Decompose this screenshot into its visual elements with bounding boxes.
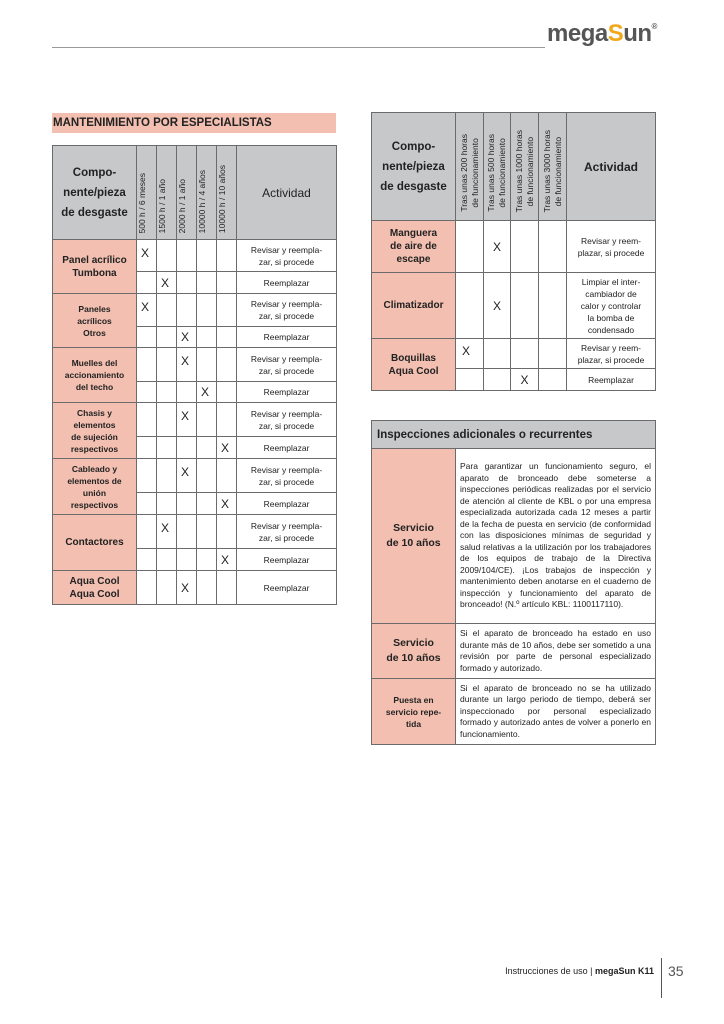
- text-line: de funcionamiento: [552, 136, 563, 206]
- activity-cell: [237, 459, 337, 493]
- interval-label: 500 h / 6 meses: [137, 172, 147, 233]
- text-line: zar, si procede: [258, 256, 315, 267]
- activity-cell: [567, 369, 656, 391]
- interval-cell: [157, 437, 177, 459]
- interval-cell: [484, 339, 511, 369]
- interval-cell: [177, 382, 197, 403]
- interval-header: [511, 113, 539, 221]
- component-cell: [53, 348, 137, 403]
- check-mark: X: [181, 580, 190, 595]
- text-line: Revisar y reem-: [581, 342, 641, 353]
- text-line: elementos de: [67, 475, 122, 486]
- interval-cell: [539, 273, 567, 339]
- text-line: Boquillas: [390, 352, 436, 364]
- interval-cell: [157, 571, 177, 605]
- text-line: Reemplazar: [263, 582, 310, 593]
- interval-cell: [137, 493, 157, 515]
- text-line: Tras unas 3000 horas: [541, 129, 552, 212]
- interval-cell: [197, 437, 217, 459]
- text-line: la bomba de: [587, 312, 635, 323]
- check-mark: X: [221, 496, 230, 511]
- interval-cell: [197, 272, 217, 294]
- text-line: escape: [396, 254, 431, 265]
- inspection-row: [372, 679, 656, 745]
- inspections-title-row: [372, 421, 656, 449]
- page-number: 35: [668, 963, 684, 979]
- interval-cell: [137, 403, 157, 437]
- interval-header: [137, 146, 157, 240]
- interval-cell: [197, 327, 217, 348]
- text-line: Aqua Cool: [69, 575, 120, 587]
- interval-header: [456, 113, 484, 221]
- check-mark: X: [221, 440, 230, 455]
- interval-cell: [177, 403, 197, 437]
- text-line: Servicio: [393, 522, 434, 534]
- text-line: Tras unas 500 horas: [486, 134, 496, 212]
- interval-header: [539, 113, 567, 221]
- interval-cell: [177, 437, 197, 459]
- text-line: cambiador de: [585, 288, 637, 299]
- interval-cell: [217, 382, 237, 403]
- text-line: nente/pieza: [63, 186, 126, 199]
- inspection-label: [372, 679, 456, 745]
- interval-cell: [177, 327, 197, 348]
- interval-cell: [511, 369, 539, 391]
- interval-cell: [157, 549, 177, 571]
- check-mark: X: [141, 300, 150, 314]
- check-mark: X: [181, 409, 190, 423]
- interval-cell: [217, 493, 237, 515]
- check-mark: X: [181, 330, 190, 344]
- text-line: de sujeción: [71, 431, 118, 442]
- text-line: Tras unas 200 horas: [458, 134, 469, 212]
- table-row: [53, 348, 337, 382]
- text-line: Revisar y reem-: [581, 235, 641, 246]
- text-line: Reemplazar: [263, 332, 310, 342]
- interval-header: [197, 146, 217, 240]
- interval-cell: [217, 459, 237, 493]
- interval-cell: [511, 339, 539, 369]
- check-mark: X: [141, 246, 150, 260]
- table-row: [372, 339, 656, 369]
- interval-cell: [484, 369, 511, 391]
- interval-cell: [217, 348, 237, 382]
- interval-cell: [197, 403, 217, 437]
- interval-label: [542, 130, 564, 212]
- interval-header: [177, 146, 197, 240]
- check-mark: X: [181, 465, 190, 479]
- interval-cell: [137, 272, 157, 294]
- interval-cell: [511, 273, 539, 339]
- interval-label: 2000 h / 1 año: [177, 178, 187, 233]
- text-line: Revisar y reempla-: [250, 520, 323, 531]
- text-line: Manguera: [389, 228, 438, 239]
- activity-header: Actividad: [567, 113, 656, 221]
- interval-cell: [137, 571, 157, 605]
- interval-cell: [217, 327, 237, 348]
- table-row: [53, 240, 337, 272]
- text-line: Reemplazar: [263, 277, 310, 288]
- component-cell: [372, 273, 456, 339]
- inspection-text: Si el aparato de bronceado no se ha utilizado durante un largo periodo de tiempo, deberá ser inspeccionado por personal especializado formado y autorizado antes de volver a ponerlo en funcionamiento.: [456, 679, 656, 745]
- activity-cell: [237, 294, 337, 327]
- interval-label: [459, 134, 481, 212]
- activity-cell: [567, 273, 656, 339]
- activity-cell: [237, 571, 337, 605]
- interval-cell: [456, 339, 484, 369]
- interval-cell: [539, 369, 567, 391]
- text-line: accionamiento: [64, 370, 125, 380]
- check-mark: X: [201, 385, 210, 399]
- activity-cell: [237, 549, 337, 571]
- check-mark: X: [221, 552, 230, 567]
- interval-cell: [177, 272, 197, 294]
- text-line: Paneles: [78, 303, 111, 314]
- inspection-row: [372, 449, 656, 624]
- table-row: [53, 294, 337, 327]
- interval-cell: [177, 240, 197, 272]
- interval-cell: [157, 515, 177, 549]
- text-line: Limpiar el inter-: [581, 276, 641, 287]
- component-cell: [372, 221, 456, 273]
- interval-cell: [197, 493, 217, 515]
- check-mark: X: [492, 298, 501, 313]
- text-line: zar, si procede: [258, 420, 315, 431]
- activity-header: Actividad: [237, 146, 337, 240]
- interval-cell: [539, 221, 567, 273]
- interval-cell: [177, 549, 197, 571]
- maintenance-hours-table: [371, 112, 656, 391]
- text-line: Reemplazar: [263, 387, 310, 397]
- inspection-text: Si el aparato de bronceado ha estado en uso durante más de 10 años, debe ser sometido a una revisión por parte de personal especializado formado y autorizado.: [456, 624, 656, 679]
- text-line: Reemplazar: [263, 442, 310, 453]
- text-line: de desgaste: [380, 180, 447, 193]
- header-rule: [52, 47, 545, 48]
- text-line: plazar, si procede: [577, 354, 645, 365]
- interval-cell: [217, 515, 237, 549]
- text-line: Reemplazar: [263, 554, 310, 565]
- component-header: [53, 146, 137, 240]
- text-line: Reemplazar: [263, 498, 310, 509]
- text-line: de aire de: [390, 241, 437, 252]
- header-row: [372, 113, 656, 221]
- interval-cell: [157, 459, 177, 493]
- activity-cell: [237, 348, 337, 382]
- interval-cell: [217, 294, 237, 327]
- text-line: del techo: [75, 382, 114, 392]
- inspections-table: [371, 420, 656, 745]
- interval-cell: [217, 403, 237, 437]
- component-cell: [53, 240, 137, 294]
- interval-cell: [137, 327, 157, 348]
- text-line: servicio repe-: [385, 706, 442, 717]
- text-line: unión: [82, 487, 107, 498]
- interval-cell: [177, 459, 197, 493]
- check-mark: X: [492, 239, 501, 254]
- text-line: Otros: [83, 327, 106, 338]
- check-mark: X: [462, 344, 471, 358]
- text-line: plazar, si procede: [577, 247, 645, 258]
- interval-cell: [217, 437, 237, 459]
- interval-cell: [137, 515, 157, 549]
- header-row: [53, 146, 337, 240]
- text-line: Servicio: [393, 637, 434, 649]
- interval-cell: [157, 327, 177, 348]
- interval-header: [484, 113, 511, 221]
- text-line: Reemplazar: [588, 374, 634, 385]
- interval-cell: [217, 240, 237, 272]
- text-line: Cableado y: [71, 463, 118, 474]
- interval-cell: [137, 437, 157, 459]
- text-line: respectivos: [70, 443, 119, 454]
- interval-cell: [197, 515, 217, 549]
- text-line: Revisar y reempla-: [250, 408, 323, 419]
- interval-cell: [456, 273, 484, 339]
- component-cell: [53, 515, 137, 571]
- interval-cell: [157, 294, 177, 327]
- maintenance-table: [52, 145, 337, 605]
- text-line: Contactores: [65, 537, 124, 548]
- interval-cell: [177, 571, 197, 605]
- interval-cell: [217, 272, 237, 294]
- footer-divider: [661, 958, 662, 998]
- interval-cell: [197, 294, 217, 327]
- interval-cell: [177, 493, 197, 515]
- check-mark: X: [520, 372, 529, 387]
- interval-cell: [217, 571, 237, 605]
- interval-cell: [177, 348, 197, 382]
- component-cell: [53, 459, 137, 515]
- text-line: Compo-: [72, 166, 117, 179]
- interval-cell: [137, 459, 157, 493]
- section-title: MANTENIMIENTO POR ESPECIALISTAS: [52, 113, 336, 133]
- text-line: elementos: [73, 419, 116, 430]
- component-cell: [372, 339, 456, 391]
- text-line: Aqua Cool: [69, 588, 120, 600]
- interval-cell: [484, 221, 511, 273]
- text-line: nente/pieza: [382, 160, 445, 173]
- activity-cell: [567, 339, 656, 369]
- interval-cell: [511, 221, 539, 273]
- interval-cell: [197, 382, 217, 403]
- text-line: condensado: [587, 324, 635, 335]
- interval-cell: [157, 348, 177, 382]
- interval-label: 10000 h / 4 años: [197, 169, 207, 233]
- interval-cell: [177, 294, 197, 327]
- interval-cell: [197, 571, 217, 605]
- text-line: de 10 años: [386, 652, 441, 664]
- interval-cell: [157, 240, 177, 272]
- inspections-title: Inspecciones adicionales o recurrentes: [372, 421, 656, 449]
- interval-cell: [456, 221, 484, 273]
- interval-header: [157, 146, 177, 240]
- interval-cell: [137, 549, 157, 571]
- text-line: de funcionamiento: [469, 138, 480, 208]
- table-row: [372, 221, 656, 273]
- activity-cell: [237, 493, 337, 515]
- table-row: [53, 459, 337, 493]
- interval-cell: [137, 294, 157, 327]
- text-line: zar, si procede: [258, 476, 315, 487]
- text-line: Tumbona: [72, 267, 117, 279]
- check-mark: X: [161, 521, 170, 535]
- text-line: Revisar y reempla-: [250, 464, 323, 475]
- interval-cell: [456, 369, 484, 391]
- text-line: Muelles del: [71, 358, 118, 368]
- check-mark: X: [161, 275, 170, 290]
- interval-label: [486, 134, 508, 212]
- activity-cell: [237, 403, 337, 437]
- table-row: [53, 571, 337, 605]
- text-line: Revisar y reempla-: [250, 244, 323, 255]
- interval-cell: [217, 549, 237, 571]
- text-line: zar, si procede: [258, 365, 315, 376]
- interval-cell: [197, 240, 217, 272]
- text-line: acrílicos: [77, 315, 112, 326]
- text-line: Revisar y reempla-: [250, 353, 323, 364]
- interval-label: 10000 h / 10 años: [217, 164, 227, 233]
- interval-label: 1500 h / 1 año: [157, 178, 167, 233]
- text-line: Puesta en: [393, 694, 434, 705]
- interval-cell: [157, 382, 177, 403]
- text-line: Climatizador: [383, 300, 444, 311]
- activity-cell: [237, 515, 337, 549]
- footer-text: Instrucciones de uso | megaSun K11: [505, 966, 654, 976]
- text-line: respectivos: [70, 499, 119, 510]
- table-row: [53, 515, 337, 549]
- interval-cell: [137, 382, 157, 403]
- interval-cell: [197, 459, 217, 493]
- component-cell: [53, 294, 137, 348]
- component-cell: [53, 571, 137, 605]
- activity-cell: [237, 272, 337, 294]
- table-row: [372, 273, 656, 339]
- text-line: Chasis y: [77, 407, 112, 418]
- interval-cell: [197, 549, 217, 571]
- component-cell: [53, 403, 137, 459]
- check-mark: X: [181, 354, 190, 368]
- activity-cell: [237, 437, 337, 459]
- interval-cell: [137, 240, 157, 272]
- text-line: de funcionamiento: [524, 136, 535, 206]
- interval-cell: [157, 493, 177, 515]
- interval-cell: [539, 339, 567, 369]
- inspection-label: [372, 624, 456, 679]
- text-line: zar, si procede: [258, 532, 315, 543]
- text-line: de 10 años: [386, 537, 441, 549]
- table-row: [53, 403, 337, 437]
- text-line: Panel acrílico: [62, 254, 127, 266]
- text-line: calor y controlar: [580, 300, 642, 311]
- interval-cell: [157, 403, 177, 437]
- text-line: Revisar y reempla-: [250, 299, 323, 309]
- text-line: de desgaste: [61, 206, 128, 219]
- interval-cell: [197, 348, 217, 382]
- interval-cell: [137, 348, 157, 382]
- activity-cell: [237, 327, 337, 348]
- text-line: Compo-: [391, 140, 436, 153]
- inspection-label: [372, 449, 456, 624]
- component-header: [372, 113, 456, 221]
- activity-cell: [237, 240, 337, 272]
- text-line: Aqua Cool: [388, 365, 439, 377]
- activity-cell: [237, 382, 337, 403]
- interval-cell: [484, 273, 511, 339]
- inspection-text: Para garantizar un funcionamiento seguro, el aparato de bronceado debe someterse a inspecciones periódicas realizadas por el servicio de atención al cliente de KBL o por una empresa especializada autorizada cada 12 meses a partir de la fecha de puesta en servicio (de conformidad con las disposiciones mínimas de seguridad y salud relativas a la utilización por los trabajadores de los equipos de trabajo de la Directiva 2009/104/CE). ¡Los trabajos de inspección y mantenimiento deben anotarse en el cuaderno de inspección y funcionamiento del aparato de bronceado! (N.º artículo KBL: 1100117110).: [456, 449, 656, 624]
- interval-label: [514, 130, 536, 212]
- text-line: Tras unas 1000 horas: [513, 129, 524, 212]
- text-line: tida: [405, 718, 422, 729]
- interval-header: [217, 146, 237, 240]
- text-line: de funcionamiento: [497, 138, 507, 208]
- interval-cell: [157, 272, 177, 294]
- activity-cell: [567, 221, 656, 273]
- brand-logo: megaSun®: [547, 20, 657, 47]
- interval-cell: [177, 515, 197, 549]
- inspection-row: [372, 624, 656, 679]
- text-line: zar, si procede: [258, 311, 315, 321]
